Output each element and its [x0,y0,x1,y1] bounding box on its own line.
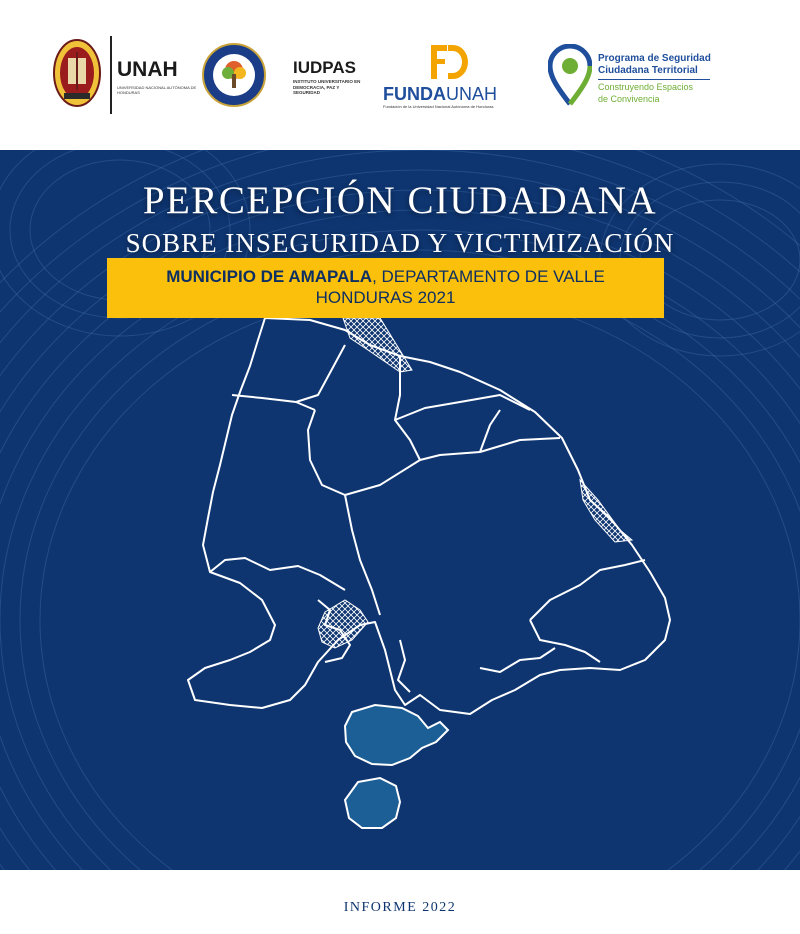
report-label: INFORME 2022 [343,900,457,915]
logo-strip [0,0,800,150]
boundary [232,395,315,410]
wetland-north [343,318,412,372]
boundary [210,558,345,590]
programa-rule [598,79,710,80]
boundary [530,620,600,662]
banner-line2: HONDURAS 2021 [315,288,456,307]
boundary [345,438,560,495]
programa-line4: de Convivencia [598,94,660,104]
unah-seal-icon [52,38,102,108]
boundary [308,410,380,615]
logo-divider [110,36,112,114]
unah-tagline: UNIVERSIDAD NACIONAL AUTÓNOMA DE HONDURAS [117,85,197,95]
banner-municipality: MUNICIPIO DE AMAPALA [166,267,373,286]
iudpas-wordmark: IUDPAS [293,58,356,77]
boundary [395,395,530,420]
boundary [480,410,500,452]
cover-panel [0,150,800,870]
iudpas-tagline: INSTITUTO UNIVERSITARIO EN DEMOCRACIA, PAZ Y SEGURIDAD [293,79,361,95]
banner-department: , DEPARTAMENTO DE VALLE [372,267,605,286]
boundary [296,345,345,402]
title-line2: SOBRE INSEGURIDAD Y VICTIMIZACIÓN [125,228,675,258]
boundary [530,560,645,620]
title-line1: PERCEPCIÓN CIUDADANA [142,179,658,222]
programa-line2: Ciudadana Territorial [598,65,698,76]
island-zacate-grande [345,705,448,765]
estuary [398,640,410,692]
fundaunah-wordmark [383,84,497,105]
footer [0,870,800,934]
programa-pin-icon [548,44,592,106]
programa-line1: Programa de Seguridad [598,53,711,64]
island-el-tigre [345,778,400,828]
estuary [480,648,555,672]
fundaunah-tagline: Fundación de la Universidad Nacional Autónoma de Honduras [383,104,494,109]
banner-line1 [107,266,664,287]
programa-line3: Construyendo Espacios [598,82,694,92]
unah-wordmark: UNAH [117,58,178,81]
fundaunah-light: UNAH [446,84,498,104]
wetland-east [580,480,632,542]
fundaunah-bold: FUNDA [383,84,446,104]
municipality-banner [107,258,664,318]
faculty-seal-icon [201,42,267,108]
fundaunah-mark-icon [431,45,469,79]
